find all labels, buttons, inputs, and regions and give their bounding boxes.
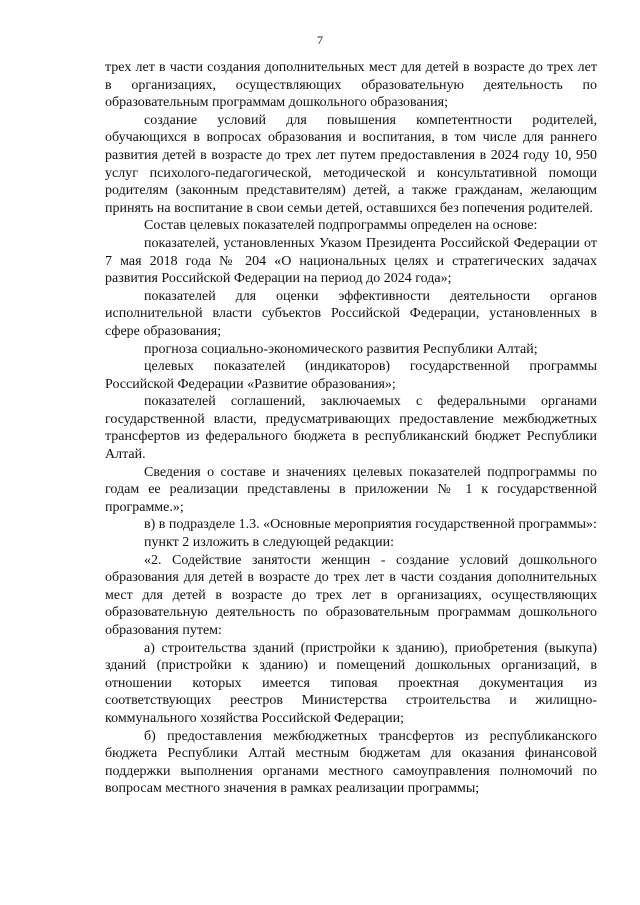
paragraph-indicators-basis: Состав целевых показателей подпрограммы определен на основе: [144,218,538,234]
paragraph-continuation: трех лет в части создания дополнительных мест для детей в возрасте до трех лет в организациях, осуществляющих образовательную деятельность по образовательным программам дошкольного образования; [105,60,597,111]
paragraph-subsection-1-3: в) в подразделе 1.3. «Основные мероприятия государственной программы»: [144,517,597,533]
paragraph-parent-competence: создание условий для повышения компетентности родителей, обучающихся в вопросах образования и воспитания, в том числе для раннего развития детей в возрасте до трех лет путем предоставления в 2024 году 10, 950 услуг психолого-педагогической, методической и консультативной помощи родителям (законным представителям) детей, а также гражданам, желающим принять на воспитание в свои семьи детей, оставшихся без попечения родителей. [105,112,597,216]
paragraph-forecast: прогноза социально-экономического развития Республики Алтай; [144,341,538,357]
paragraph-federal-program: целевых показателей (индикаторов) государственной программы Российской Федерации «Развитие образования»; [105,359,597,392]
paragraph-subitem-a: а) строительства зданий (пристройки к зданию), приобретения (выкупа) зданий (пристройки к зданию) и помещений дошкольных организаций, в отношении которых имеется типовая проектная документация из соответствующих реестров Министерства строительства и жилищно-коммунального хозяйства Российской Федерации; [105,640,597,726]
paragraph-efficiency-indicators: показателей для оценки эффективности деятельности органов исполнительной власти субъектов Российской Федерации, установленных в сфере образования; [105,288,597,339]
paragraph-item-2-text: «2. Содействие занятости женщин - создание условий дошкольного образования для детей в возрасте до трех лет в части создания дополнительных мест для детей в возрасте до трех лет в организациях, осуществляющих образовательную деятельность по образовательным программам дошкольного образования путем: [105,552,597,638]
document-body [105,59,597,798]
paragraph-item-2-intro: пункт 2 изложить в следующей редакции: [144,535,394,551]
paragraph-presidential-decree: показателей, установленных Указом Президента Российской Федерации от 7 мая 2018 года № 204 «О национальных целях и стратегических задачах развития Российской Федерации на период до 2024 года»; [105,235,597,287]
paragraph-subitem-b: б) предоставления межбюджетных трансфертов из республиканского бюджета Республики Алтай местным бюджетам для оказания финансовой поддержки выполнения органами местного самоуправления полномочий по вопросам местного значения в рамках реализации программы; [105,728,597,797]
paragraph-appendix-reference: Сведения о составе и значениях целевых показателей подпрограммы по годам ее реализации представлены в приложении № 1 к государственной программе.»; [105,464,597,515]
page-number: 7 [317,33,323,47]
paragraph-agreements: показателей соглашений, заключаемых с федеральными органами государственной власти, предусматривающих предоставление межбюджетных трансфертов из федерального бюджета в республиканский бюджет Республики Алтай. [105,394,597,463]
